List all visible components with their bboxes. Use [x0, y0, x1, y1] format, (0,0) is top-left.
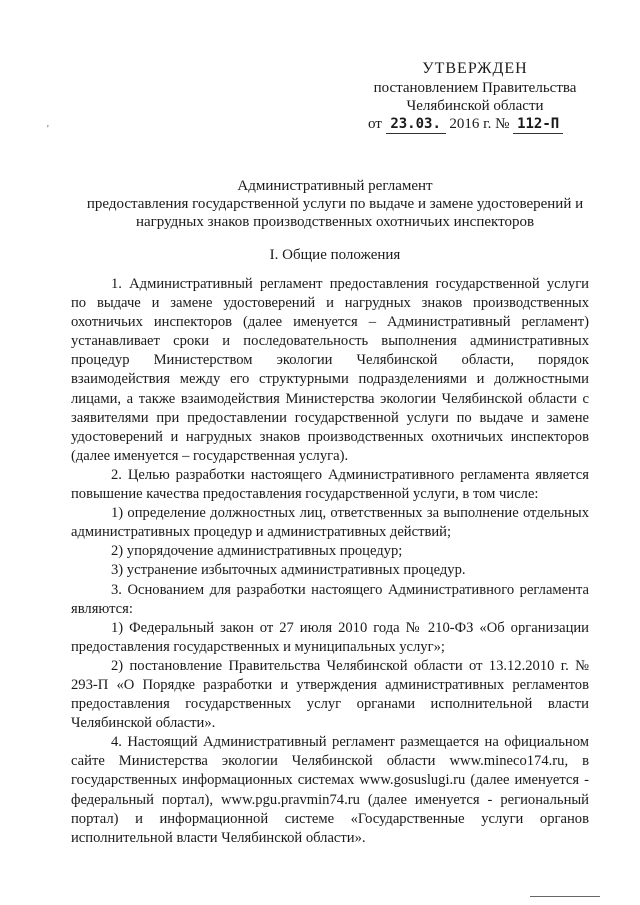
approval-year: 2016 г. № [449, 116, 510, 132]
approval-line-2: Челябинской области [406, 98, 544, 114]
document-title-line-1: Административный регламент [237, 178, 433, 194]
approval-stamp [360, 60, 590, 134]
approval-date: 23.03. [386, 115, 446, 134]
paragraph-2-item-2: 2) упорядочение административных процедур; [111, 543, 403, 560]
paragraph-2-item-1: 1) определение должностных лиц, ответственных за выполнение отдельных административных процедур и административных действий; [71, 505, 589, 541]
margin-mark: ' [47, 124, 49, 135]
paragraph-3: 3. Основанием для разработки настоящего Административного регламента являются: [71, 581, 589, 617]
approval-prefix: от [368, 116, 382, 132]
footer-line [530, 896, 600, 897]
paragraph-3-item-2: 2) постановление Правительства Челябинской области от 13.12.2010 г. № 293-П «О Порядке разработки и утверждения административных регламентов предоставления государственных услуг органами исполнительной власти Челябинской области». [71, 657, 589, 732]
approval-date-line [360, 115, 590, 134]
paragraph-3-item-1: 1) Федеральный закон от 27 июля 2010 года № 210-ФЗ «Об организации предоставления государственных и муниципальных услуг»; [71, 619, 589, 655]
paragraph-1: 1. Административный регламент предоставления государственной услуги по выдаче и замене удостоверений и нагрудных знаков производственных охотничьих инспекторов (далее именуется – Административный регламент) устанавливает сроки и последовательность выполнения административных процедур Министерством экологии Челябинской области, порядок взаимодействия между его структурными подразделениями и должностными лицами, а также взаимодействия Министерства экологии Челябинской области с заявителями при предоставлении государственной услуги по выдаче и замене удостоверений и нагрудных знаков производственных охотничьих инспекторов (далее именуется – государственная услуга). [71, 276, 589, 464]
paragraph-2-item-3: 3) устранение избыточных административных процедур. [111, 562, 466, 579]
section-title: I. Общие положения [269, 247, 401, 263]
approval-line-1: постановлением Правительства [373, 80, 577, 96]
document-title-line-3: нагрудных знаков производственных охотничьих инспекторов [135, 214, 535, 230]
paragraph-2: 2. Целью разработки настоящего Административного регламента является повышение качества предоставления государственной услуги, в том числе: [71, 466, 589, 503]
approval-number: 112-П [513, 115, 563, 134]
document-body [71, 275, 589, 848]
paragraph-4: 4. Настоящий Административный регламент размещается на официальном сайте Министерства экологии Челябинской области www.mineco174.ru, в государственных информационных системах www.gosuslugi.ru (далее именуется - федеральный портал), www.pgu.pravmin74.ru (далее именуется - региональный портал) и информационной системе «Государственные услуги органов исполнительной власти Челябинской области». [71, 734, 589, 846]
document-title [70, 177, 600, 231]
document-title-line-2: предоставления государственной услуги по выдаче и замене удостоверений и [86, 196, 584, 212]
approval-title: УТВЕРЖДЕН [422, 60, 528, 77]
